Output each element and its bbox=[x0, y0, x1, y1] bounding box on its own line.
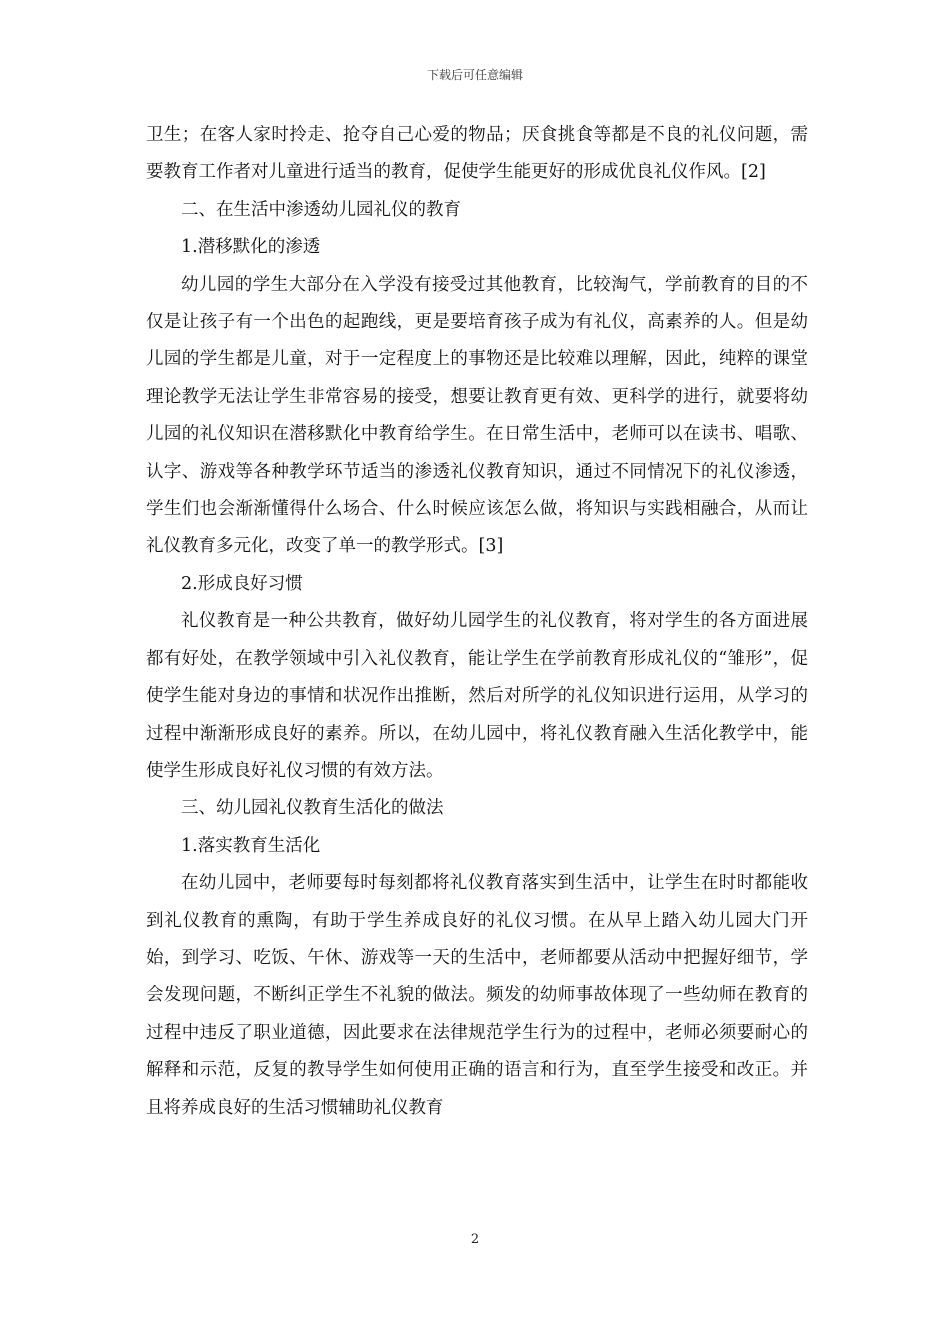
paragraph-subtle-influence: 幼儿园的学生大部分在入学没有接受过其他教育，比较淘气，学前教育的目的不仅是让孩子有一个出色的起跑线，更是要培育孩子成为有礼仪，高素养的人。但是幼儿园的学生都是儿童，对于一定程度上的事物还是比较难以理解，因此，纯粹的课堂理论教学无法让学生非常容易的接受，想要让教育更有效、更科学的进行，就要将幼儿园的礼仪知识在潜移默化中教育给学生。在日常生活中，老师可以在读书、唱歌、认字、游戏等各种教学环节适当的渗透礼仪教育知识，通过不同情况下的礼仪渗透，学生们也会渐渐懂得什么场合、什么时候应该怎么做，将知识与实践相融合，从而让礼仪教育多元化，改变了单一的教学形式。[3] bbox=[146, 274, 808, 557]
page-number: 2 bbox=[470, 1232, 480, 1247]
subsection-heading-3-1: 1.落实教育生活化 bbox=[181, 835, 321, 856]
document-body bbox=[146, 117, 808, 1127]
paragraph-good-habits: 礼仪教育是一种公共教育，做好幼儿园学生的礼仪教育，将对学生的各方面进展都有好处，在教学领域中引入礼仪教育，能让学生在学前教育形成礼仪的“雏形”，促使学生能对身边的事情和状况作出推断，然后对所学的礼仪知识进行运用，从学习的过程中渐渐形成良好的素养。所以，在幼儿园中，将礼仪教育融入生活化教学中，能使学生形成良好礼仪习惯的有效方法。 bbox=[146, 611, 808, 781]
subsection-heading-2-1: 1.潜移默化的渗透 bbox=[181, 237, 321, 258]
paragraph-continued: 卫生；在客人家时拎走、抢夺自己心爱的物品；厌食挑食等都是不良的礼仪问题，需要教育工作者对儿童进行适当的教育，促使学生能更好的形成优良礼仪作风。[2] bbox=[146, 125, 808, 183]
section-heading-3: 三、幼儿园礼仪教育生活化的做法 bbox=[181, 798, 444, 819]
page-header: 下载后可任意编辑 bbox=[426, 68, 523, 82]
subsection-heading-2-2: 2.形成良好习惯 bbox=[181, 573, 303, 594]
section-heading-2: 二、在生活中渗透幼儿园礼仪的教育 bbox=[181, 199, 461, 220]
paragraph-implement-education: 在幼儿园中，老师要每时每刻都将礼仪教育落实到生活中，让学生在时时都能收到礼仪教育的熏陶，有助于学生养成良好的礼仪习惯。在从早上踏入幼儿园大门开始，到学习、吃饭、午休、游戏等一天的生活中，老师都要从活动中把握好细节，学会发现问题，不断纠正学生不礼貌的做法。频发的幼师事故体现了一些幼师在教育的过程中违反了职业道德，因此要求在法律规范学生行为的过程中，老师必须要耐心的解释和示范，反复的教导学生如何使用正确的语言和行为，直至学生接受和改正。并且将养成良好的生活习惯辅助礼仪教育 bbox=[146, 873, 808, 1118]
